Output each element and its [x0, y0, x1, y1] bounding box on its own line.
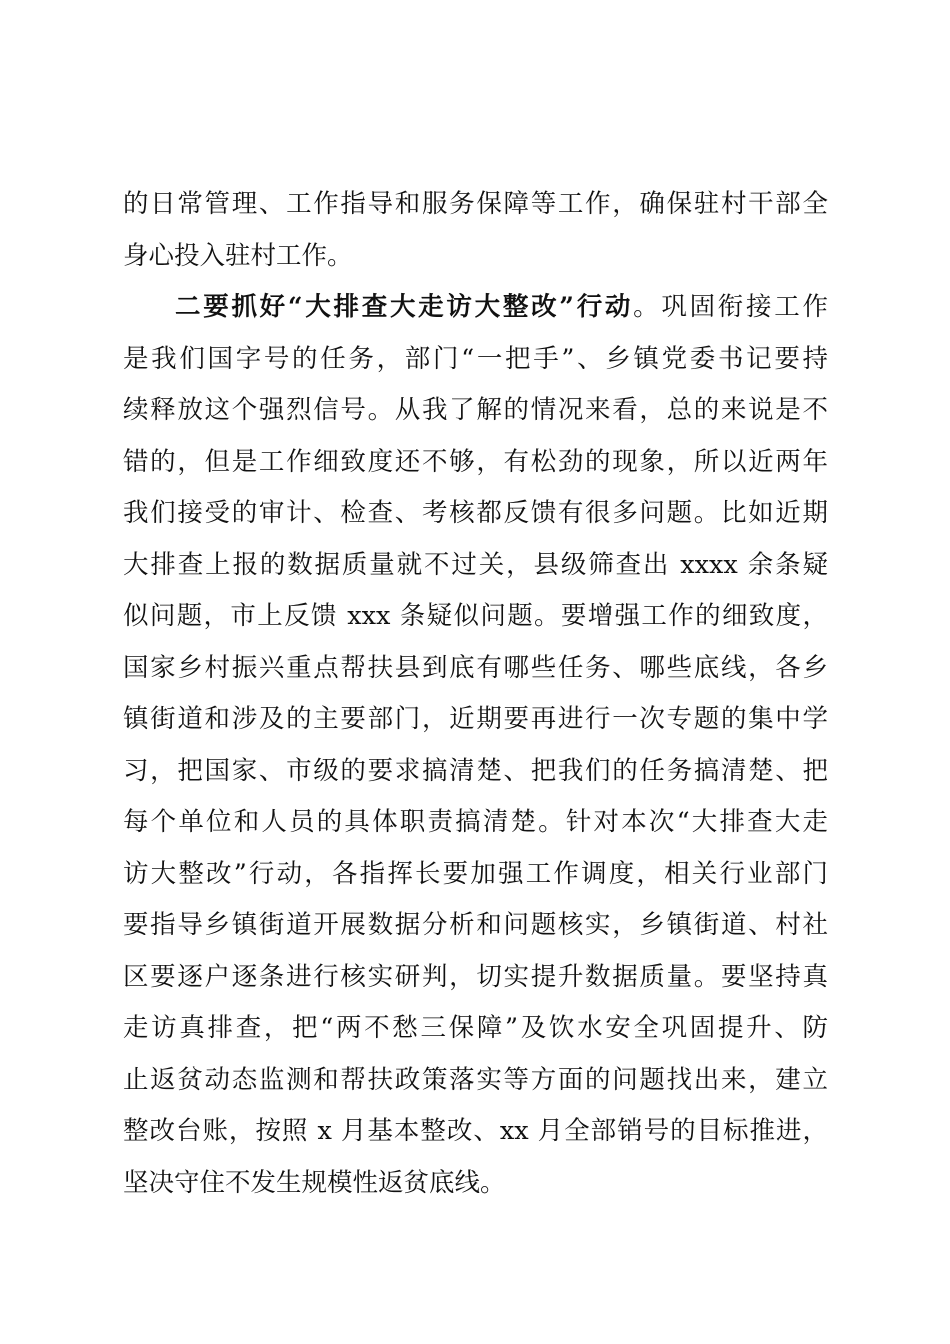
paragraph-2-line-7: 似问题，市上反馈 xxx 条疑似问题。要增强工作的细致度， — [123, 601, 828, 631]
paragraph-2-line-13: 要指导乡镇街道开展数据分析和问题核实，乡镇街道、村社 — [123, 910, 828, 940]
paragraph-2-line-9: 镇街道和涉及的主要部门，近期要再进行一次专题的集中学 — [123, 704, 828, 734]
paragraph-2-line-1 — [175, 287, 828, 327]
paragraph-1-line-1: 的日常管理、工作指导和服务保障等工作，确保驻村干部全 — [123, 189, 828, 219]
paragraph-2-first-line-rest: 。巩固衔接工作 — [633, 292, 828, 322]
paragraph-2-line-12: 访大整改”行动，各指挥长要加强工作调度，相关行业部门 — [123, 859, 828, 889]
paragraph-2-line-11: 每个单位和人员的具体职责搞清楚。针对本次“大排查大走 — [123, 807, 828, 837]
paragraph-2-line-10: 习，把国家、市级的要求搞清楚、把我们的任务搞清楚、把 — [123, 756, 828, 786]
paragraph-1-line-2: 身心投入驻村工作。 — [123, 241, 353, 271]
paragraph-2-line-17: 整改台账，按照 x 月基本整改、xx 月全部销号的目标推进， — [123, 1116, 828, 1146]
paragraph-2-line-8: 国家乡村振兴重点帮扶县到底有哪些任务、哪些底线，各乡 — [123, 653, 828, 683]
paragraph-2-line-15: 走访真排查，把“两不愁三保障”及饮水安全巩固提升、防 — [123, 1013, 828, 1043]
paragraph-2-heading: 二要抓好“大排查大走访大整改”行动 — [175, 292, 634, 322]
paragraph-2-line-4: 错的，但是工作细致度还不够，有松劲的现象，所以近两年 — [123, 447, 828, 477]
paragraph-2-line-14: 区要逐户逐条进行核实研判，切实提升数据质量。要坚持真 — [123, 962, 828, 992]
paragraph-2-line-3: 续释放这个强烈信号。从我了解的情况来看，总的来说是不 — [123, 395, 828, 425]
paragraph-2-line-16: 止返贫动态监测和帮扶政策落实等方面的问题找出来，建立 — [123, 1065, 828, 1095]
paragraph-2-line-18: 坚决守住不发生规模性返贫底线。 — [123, 1168, 506, 1198]
paragraph-2-line-6: 大排查上报的数据质量就不过关，县级筛查出 xxxx 余条疑 — [123, 550, 828, 580]
paragraph-2-line-5: 我们接受的审计、检查、考核都反馈有很多问题。比如近期 — [123, 498, 828, 528]
paragraph-2-line-2: 是我们国字号的任务，部门“一把手”、乡镇党委书记要持 — [123, 344, 828, 374]
